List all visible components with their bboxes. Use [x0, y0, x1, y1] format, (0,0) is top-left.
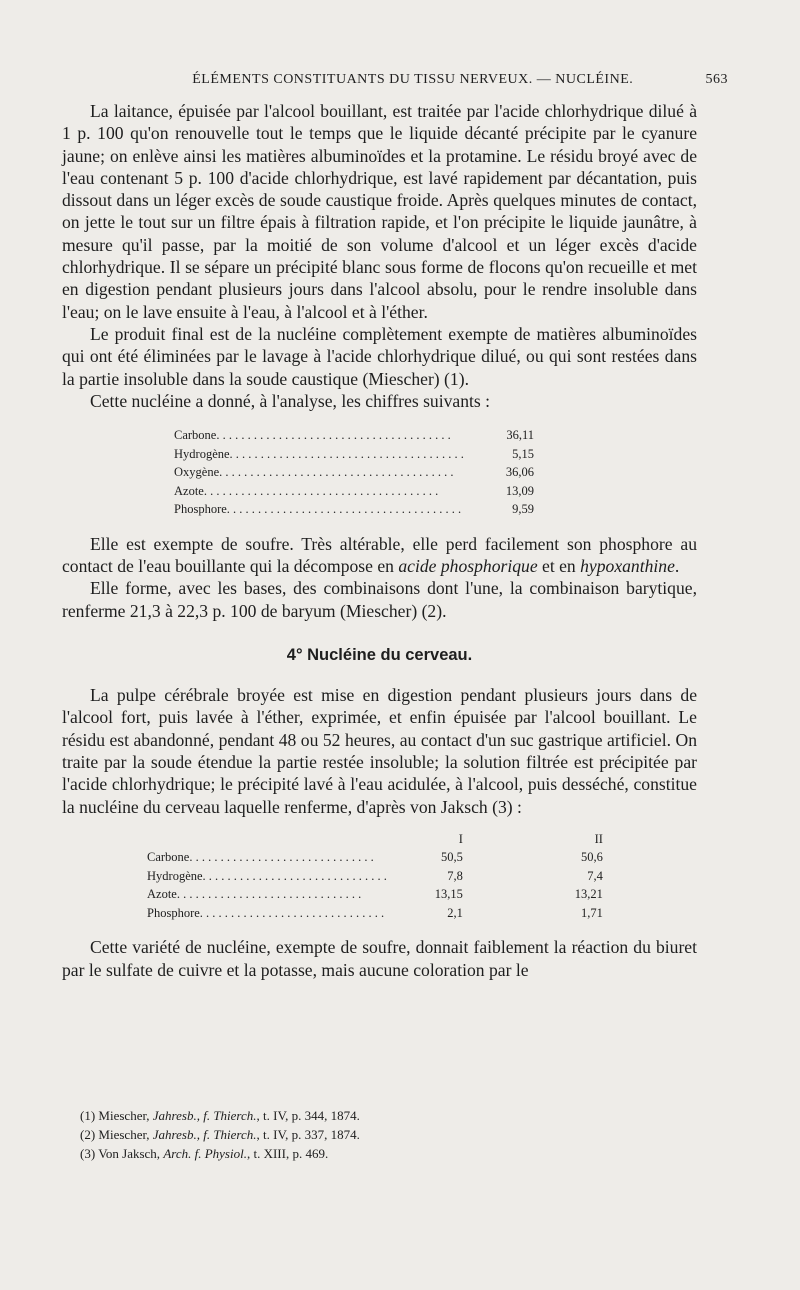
footnote-number: (3): [80, 1146, 96, 1161]
dot-leader: . . . . . . . . . . . . . . . . . . . . . . . . . . . . . . . . . . . . . .: [203, 483, 439, 498]
footnote-author: Miescher,: [98, 1127, 153, 1142]
footnote-number: (2): [80, 1127, 96, 1142]
element-value: 36,06: [505, 465, 534, 480]
paragraph: Cette variété de nucléine, exempte de soufre, donnait faiblement la réaction du biuret par le sulfate de cuivre et la potasse, mais aucune coloration par le: [62, 937, 697, 980]
element-value: 36,11: [506, 428, 534, 443]
table-row: [174, 500, 534, 519]
table-row: [174, 463, 534, 482]
value-col-1: 13,15: [434, 887, 463, 902]
table-header-blank: [147, 830, 387, 849]
footnote: [80, 1106, 700, 1125]
running-header: [60, 72, 728, 88]
section-title: 4° Nucléine du cerveau.: [286, 645, 473, 664]
value-col-1: 50,5: [441, 850, 463, 865]
footnote-author: Miescher,: [98, 1108, 153, 1123]
dot-leader: . . . . . . . . . . . . . . . . . . . . . . . . . . . . . . . . . . . . . .: [229, 446, 464, 461]
table-row: [147, 848, 603, 867]
label-text: Phosphore: [147, 905, 200, 920]
paragraph: La laitance, épuisée par l'alcool bouillant, est traitée par l'acide chlorhydrique dilué à 1 p. 100 qu'on renouvelle tout le temps que le liquide décanté précipite par le cyanure jaune; on enlève ainsi les matières albuminoïdes et la protamine. Le résidu broyé avec de l'eau contenant 5 p. 100 d'acide chlorhydrique, est lavé rapidement par décantation, puis dissout dans un léger excès de soude caustique froide. Après quelques minutes de contact, on jette le tout sur un filtre épais à filtration rapide, et l'on précipite le liquide jaunâtre, à mesure qu'il passe, par la moitié de son volume d'alcool et un léger excès d'acide chlorhydrique. Il se sépare un précipité blanc sous forme de flocons qu'on recueille et met en digestion pendant plusieurs jours dans l'alcool absolu, pour le rendre insoluble dans l'eau; on le lave ensuite à l'eau, à l'alcool et à l'éther.: [62, 101, 697, 322]
table-row: [174, 445, 534, 464]
value-col-2: 50,6: [581, 850, 603, 865]
dot-leader: . . . . . . . . . . . . . . . . . . . . . . . . . . . . . . . . . . . . . .: [216, 428, 451, 443]
label-text: Hydrogène: [174, 446, 230, 461]
table-row: [174, 426, 534, 445]
element-value: 5,15: [512, 446, 534, 461]
body-text: [62, 100, 697, 981]
label-text: Hydrogène: [147, 868, 203, 883]
footnote-rest: , t. XIII, p. 469.: [246, 1146, 329, 1161]
element-value: 13,09: [505, 483, 534, 498]
footnote: [80, 1144, 700, 1163]
text-run: .: [674, 555, 680, 576]
analysis-table-1: [174, 426, 534, 519]
element-label: [174, 445, 490, 464]
footnote-journal: Jahresb., f. Thierch.: [152, 1127, 257, 1142]
italic-term: hypoxanthine: [580, 555, 675, 576]
paragraph: Le produit final est de la nucléine complètement exempte de matières albuminoïdes qui ont été éliminées par le lavage à l'acide chlorhydrique dilué, ou qui sont restées dans la partie insoluble dans la soude caustique (Miescher) (1).: [62, 323, 697, 389]
paragraph: Cette nucléine a donné, à l'analyse, les chiffres suivants :: [90, 390, 491, 411]
footnote-number: (1): [80, 1108, 96, 1123]
label-text: Azote: [174, 483, 204, 498]
label-text: Azote: [147, 887, 177, 902]
label-text: Oxygène: [174, 465, 220, 480]
table-row: [147, 885, 603, 904]
analysis-table-2: [147, 830, 603, 923]
value-col-2: 7,4: [587, 868, 603, 883]
element-label: [147, 867, 387, 886]
column-header: I: [458, 831, 463, 846]
footnote-journal: Arch. f. Physiol.: [163, 1146, 247, 1161]
footnote-rest: , t. IV, p. 344, 1874.: [256, 1108, 360, 1123]
dot-leader: . . . . . . . . . . . . . . . . . . . . . . . . . . . . . .: [202, 868, 387, 883]
paragraph: [62, 533, 697, 578]
element-label: [174, 426, 490, 445]
table-row: [174, 482, 534, 501]
value-col-2: 1,71: [581, 905, 603, 920]
footnote-rest: , t. IV, p. 337, 1874.: [256, 1127, 360, 1142]
footnote-author: Von Jaksch,: [98, 1146, 164, 1161]
table-row: [147, 904, 603, 923]
value-col-1: 7,8: [447, 868, 463, 883]
element-label: [147, 848, 387, 867]
element-label: [147, 904, 387, 923]
value-col-2: 13,21: [574, 887, 603, 902]
footnote: [80, 1125, 700, 1144]
footnotes: [80, 1106, 700, 1163]
dot-leader: . . . . . . . . . . . . . . . . . . . . . . . . . . . . . . . . . . . . . .: [226, 502, 462, 517]
label-text: Carbone: [147, 850, 190, 865]
text-run: et en: [537, 555, 581, 576]
italic-term: acide phosphorique: [398, 555, 538, 576]
paragraph: Elle forme, avec les bases, des combinaisons dont l'une, la combinaison barytique, renferme 21,3 à 22,3 p. 100 de baryum (Miescher) (2).: [62, 578, 697, 621]
footnote-journal: Jahresb., f. Thierch.: [152, 1108, 257, 1123]
dot-leader: . . . . . . . . . . . . . . . . . . . . . . . . . . . . . .: [199, 905, 385, 920]
label-text: Carbone: [174, 428, 217, 443]
dot-leader: . . . . . . . . . . . . . . . . . . . . . . . . . . . . . .: [189, 850, 374, 865]
column-header: II: [594, 831, 603, 846]
element-value: 9,59: [512, 502, 534, 517]
dot-leader: . . . . . . . . . . . . . . . . . . . . . . . . . . . . . . . . . . . . . .: [219, 465, 454, 480]
label-text: Phosphore: [174, 502, 227, 517]
paragraph: La pulpe cérébrale broyée est mise en digestion pendant plusieurs jours dans de l'alcool fort, puis lavée à l'éther, exprimée, et enfin épuisée par l'alcool bouillant. Le résidu est abandonné, pendant 48 ou 52 heures, au contact d'un suc gastrique artificiel. On traite par la soude étendue la partie restée insoluble; la solution filtrée est précipitée par l'acide chlorhydrique; le précipité lavé à l'eau acidulée, à l'alcool, puis desséché, constitue la nucléine du cerveau laquelle renferme, d'après von Jaksch (3) :: [62, 685, 697, 817]
element-label: [147, 885, 387, 904]
text-run: Elle est exempte de soufre. Très altérable, elle perd facilement son phosphore au contact de l'eau bouillante qui la décompose en: [62, 533, 697, 576]
dot-leader: . . . . . . . . . . . . . . . . . . . . . . . . . . . . . .: [176, 887, 362, 902]
page-number: 563: [705, 72, 728, 87]
element-label: [174, 500, 490, 519]
running-title: ÉLÉMENTS CONSTITUANTS DU TISSU NERVEUX. — NUCLÉINE.: [192, 72, 634, 87]
value-col-1: 2,1: [447, 905, 463, 920]
table-row: [147, 867, 603, 886]
element-label: [174, 463, 490, 482]
element-label: [174, 482, 490, 501]
